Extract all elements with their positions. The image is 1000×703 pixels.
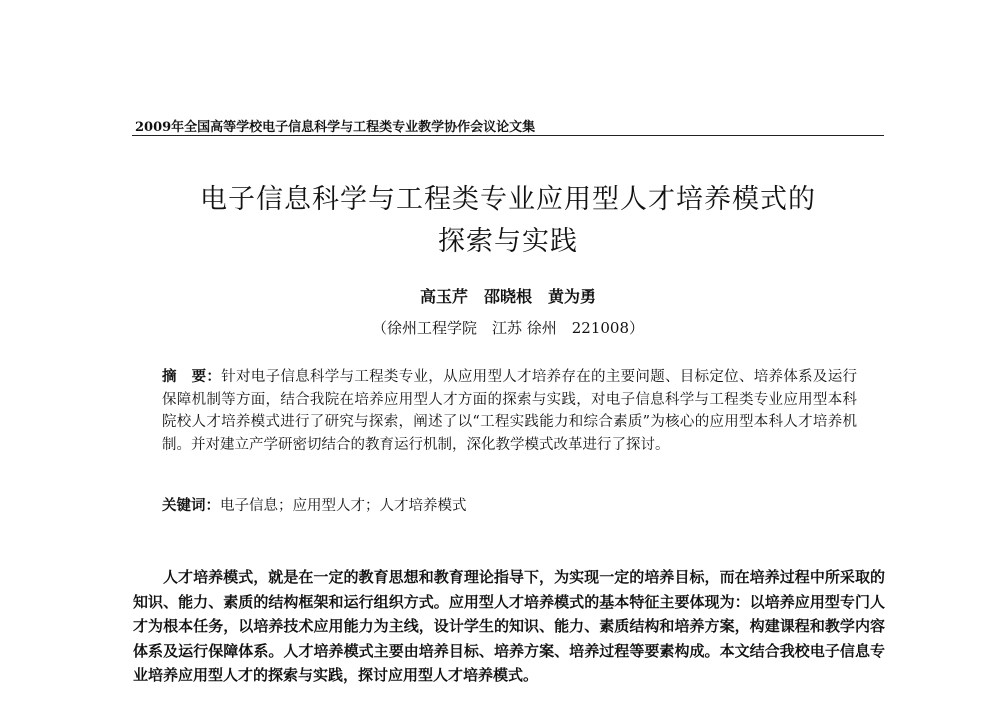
abstract-label: 摘 要：	[162, 368, 222, 385]
running-header: 2009年全国高等学校电子信息科学与工程类专业教学协作会议论文集	[135, 120, 536, 135]
abstract-text: 针对电子信息科学与工程类专业，从应用型人才培养存在的主要问题、目标定位、培养体系及运行保障机制等方面，结合我院在培养应用型人才方面的探索与实践，对电子信息科学与工程类专业应用型本科院校人才培养模式进行了研究与探索，阐述了以“工程实践能力和综合素质”为核心的应用型本科人才培养机制。并对建立产学研密切结合的教育运行机制，深化教学模式改革进行了探讨。	[162, 369, 858, 453]
body-paragraph: 人才培养模式，就是在一定的教育思想和教育理论指导下，为实现一定的培养目标，而在培养过程中所采取的知识、能力、素质的结构框架和运行组织方式。应用型人才培养模式的基本特征主要体现为：以培养应用型专门人才为根本任务，以培养技术应用能力为主线，设计学生的知识、能力、素质结构和培养方案，构建课程和教学内容体系及运行保障体系。人才培养模式主要由培养目标、培养方案、培养过程等要素构成。本文结合我校电子信息专业培养应用型人才的探索与实践，探讨应用型人才培养模式。	[133, 568, 885, 684]
keywords	[162, 494, 857, 515]
abstract	[162, 366, 857, 456]
keywords-text: 电子信息；应用型人才；人才培养模式	[220, 498, 467, 514]
paper-title-line-1: 电子信息科学与工程类专业应用型人才培养模式的	[200, 184, 816, 215]
paper-title-line-2: 探索与实践	[438, 226, 578, 257]
affiliation: （徐州工程学院 江苏 徐州 221008）	[371, 319, 645, 337]
keywords-label: 关键词：	[162, 497, 220, 514]
header-rule	[132, 135, 884, 136]
authors: 高玉芹 邵晓根 黄为勇	[419, 287, 596, 306]
